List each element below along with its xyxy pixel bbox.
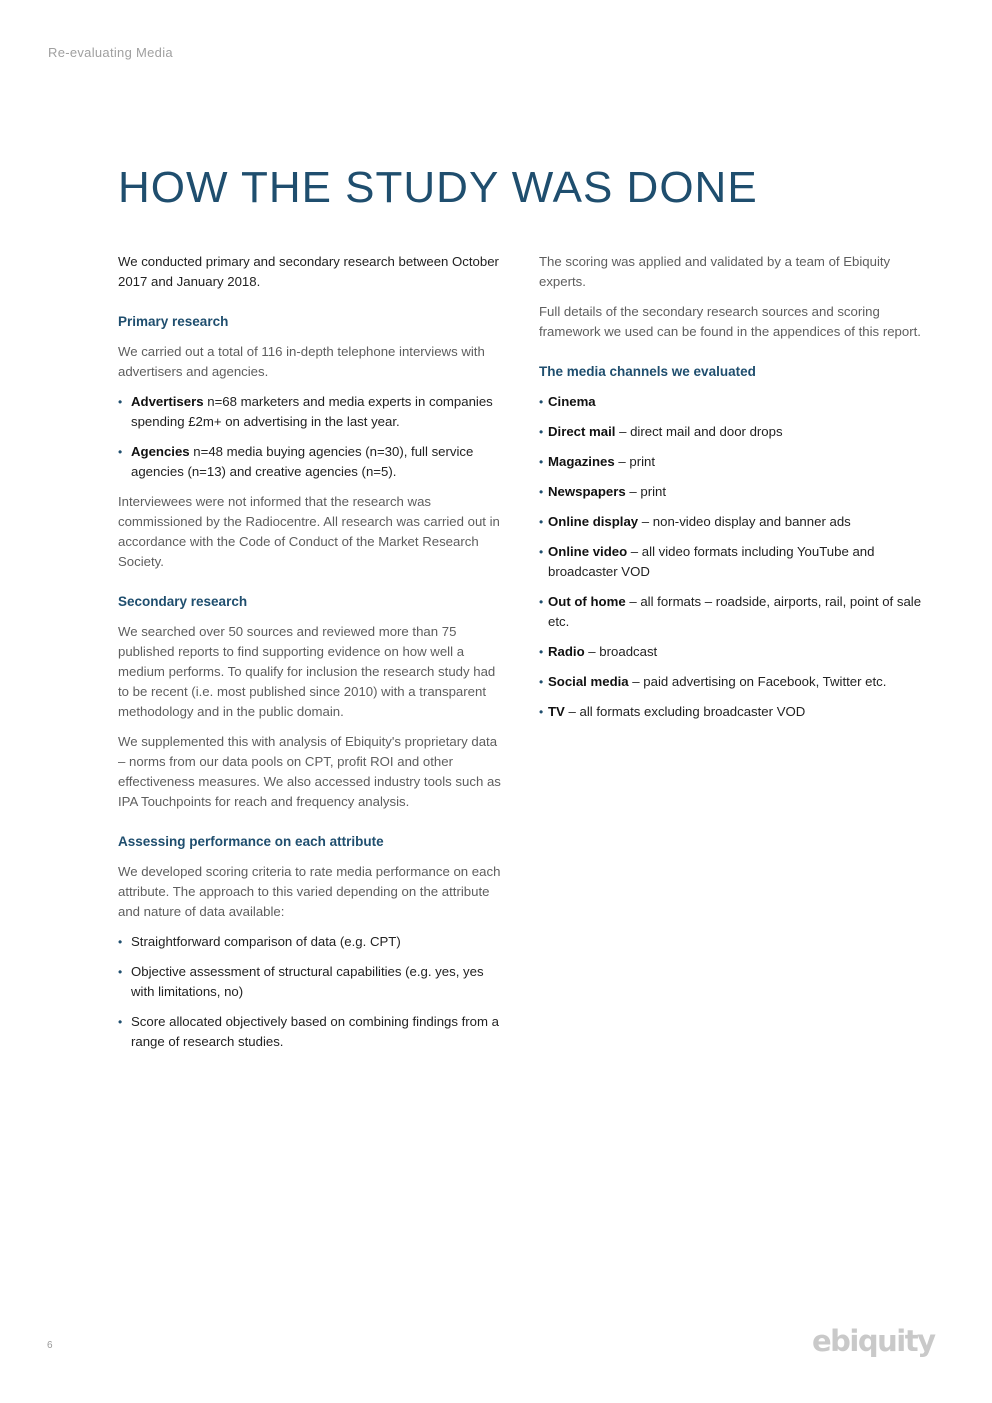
channel-desc: – all formats – roadside, airports, rail, point of sale etc.: [548, 594, 922, 629]
bullet-icon: •: [539, 395, 544, 409]
bullet-icon: •: [539, 485, 544, 499]
assessing-performance-heading: Assessing performance on each attribute: [118, 834, 384, 849]
list-item-text: n=68 marketers and media experts in companies spending £2m+ on advertising in the last year.: [131, 394, 493, 429]
bullet-icon: •: [118, 935, 123, 949]
channel-name: TV: [548, 704, 565, 719]
assessing-performance-paragraph: We developed scoring criteria to rate media performance on each attribute. The approach to this varied depending on the attribute and nature of data available:: [118, 864, 501, 919]
channel-desc: – non-video display and banner ads: [638, 514, 851, 529]
page-title: HOW THE STUDY WAS DONE: [118, 163, 758, 212]
bullet-icon: •: [539, 675, 544, 689]
channel-name: Direct mail: [548, 424, 616, 439]
channel-item: [539, 482, 929, 502]
scoring-paragraph: The scoring was applied and validated by a team of Ebiquity experts.: [539, 254, 891, 289]
bullet-icon: •: [539, 455, 544, 469]
secondary-research-heading: Secondary research: [118, 594, 248, 609]
secondary-research-paragraph: We searched over 50 sources and reviewed more than 75 published reports to find supporting evidence on how well a medium performs. To qualify for inclusion the research study had to be recent (i.e. most published since 2010) with a transparent methodology and in the public domain.: [118, 624, 496, 719]
channel-desc: – print: [614, 454, 656, 469]
channel-name: Online video: [548, 544, 628, 559]
channel-name: Social media: [548, 674, 629, 689]
details-paragraph: Full details of the secondary research sources and scoring framework we used can be found in the appendices of this report.: [539, 304, 921, 339]
intro-paragraph: We conducted primary and secondary research between October 2017 and January 2018.: [118, 254, 499, 289]
ebiquity-logo: ebiquity: [812, 1324, 935, 1358]
channel-name: Radio: [548, 644, 585, 659]
list-item: [118, 392, 508, 432]
assessing-list: [118, 932, 508, 1052]
list-item: [118, 442, 508, 482]
left-column: [118, 252, 508, 1062]
list-item-text: n=48 media buying agencies (n=30), full service agencies (n=13) and creative agencies (n=5).: [131, 444, 474, 479]
bullet-icon: •: [539, 645, 544, 659]
list-item-text: Score allocated objectively based on combining findings from a range of research studies.: [131, 1014, 499, 1049]
primary-research-heading: Primary research: [118, 314, 229, 329]
list-item: [118, 1012, 508, 1052]
channel-desc: – broadcast: [584, 644, 658, 659]
list-item-text: Objective assessment of structural capabilities (e.g. yes, yes with limitations, no): [131, 964, 484, 999]
bullet-icon: •: [118, 965, 123, 979]
bullet-icon: •: [539, 705, 544, 719]
channel-desc: – all video formats including YouTube and broadcaster VOD: [548, 544, 875, 579]
channel-item: [539, 512, 929, 532]
bullet-icon: •: [118, 395, 123, 409]
bullet-icon: •: [539, 425, 544, 439]
channel-name: Newspapers: [548, 484, 626, 499]
channel-item: [539, 422, 929, 442]
channel-item: [539, 672, 929, 692]
channel-name: Cinema: [548, 394, 596, 409]
primary-research-list: [118, 392, 508, 482]
channel-desc: – direct mail and door drops: [615, 424, 783, 439]
page-number: 6: [47, 1340, 53, 1351]
right-column: [539, 252, 929, 732]
channel-item: [539, 642, 929, 662]
list-item: [118, 932, 508, 952]
channel-desc: – print: [625, 484, 667, 499]
list-item-term: Advertisers: [131, 394, 204, 409]
running-header: Re-evaluating Media: [48, 45, 173, 60]
bullet-icon: •: [539, 545, 544, 559]
media-channels-heading: The media channels we evaluated: [539, 364, 756, 379]
channel-item: [539, 542, 929, 582]
channel-desc: – all formats excluding broadcaster VOD: [564, 704, 806, 719]
list-item-term: Agencies: [131, 444, 190, 459]
channel-name: Online display: [548, 514, 639, 529]
list-item-text: Straightforward comparison of data (e.g. CPT): [131, 934, 401, 949]
bullet-icon: •: [539, 595, 544, 609]
bullet-icon: •: [118, 1015, 123, 1029]
channel-item: [539, 452, 929, 472]
channel-name: Magazines: [548, 454, 615, 469]
channel-name: Out of home: [548, 594, 626, 609]
supplemented-paragraph: We supplemented this with analysis of Ebiquity's proprietary data – norms from our data pools on CPT, profit ROI and other effectiveness measures. We also accessed industry tools such as IPA Touchpoints for reach and frequency analysis.: [118, 734, 501, 809]
bullet-icon: •: [539, 515, 544, 529]
interviewees-paragraph: Interviewees were not informed that the research was commissioned by the Radiocentre. All research was carried out in accordance with the Code of Conduct of the Market Research Society.: [118, 494, 500, 569]
bullet-icon: •: [118, 445, 123, 459]
channel-desc: – paid advertising on Facebook, Twitter etc.: [628, 674, 887, 689]
primary-research-paragraph: We carried out a total of 116 in-depth telephone interviews with advertisers and agencies.: [118, 344, 485, 379]
channel-item: [539, 702, 929, 722]
channel-item: [539, 592, 929, 632]
channel-item: [539, 392, 929, 412]
list-item: [118, 962, 508, 1002]
media-channels-list: [539, 392, 929, 722]
